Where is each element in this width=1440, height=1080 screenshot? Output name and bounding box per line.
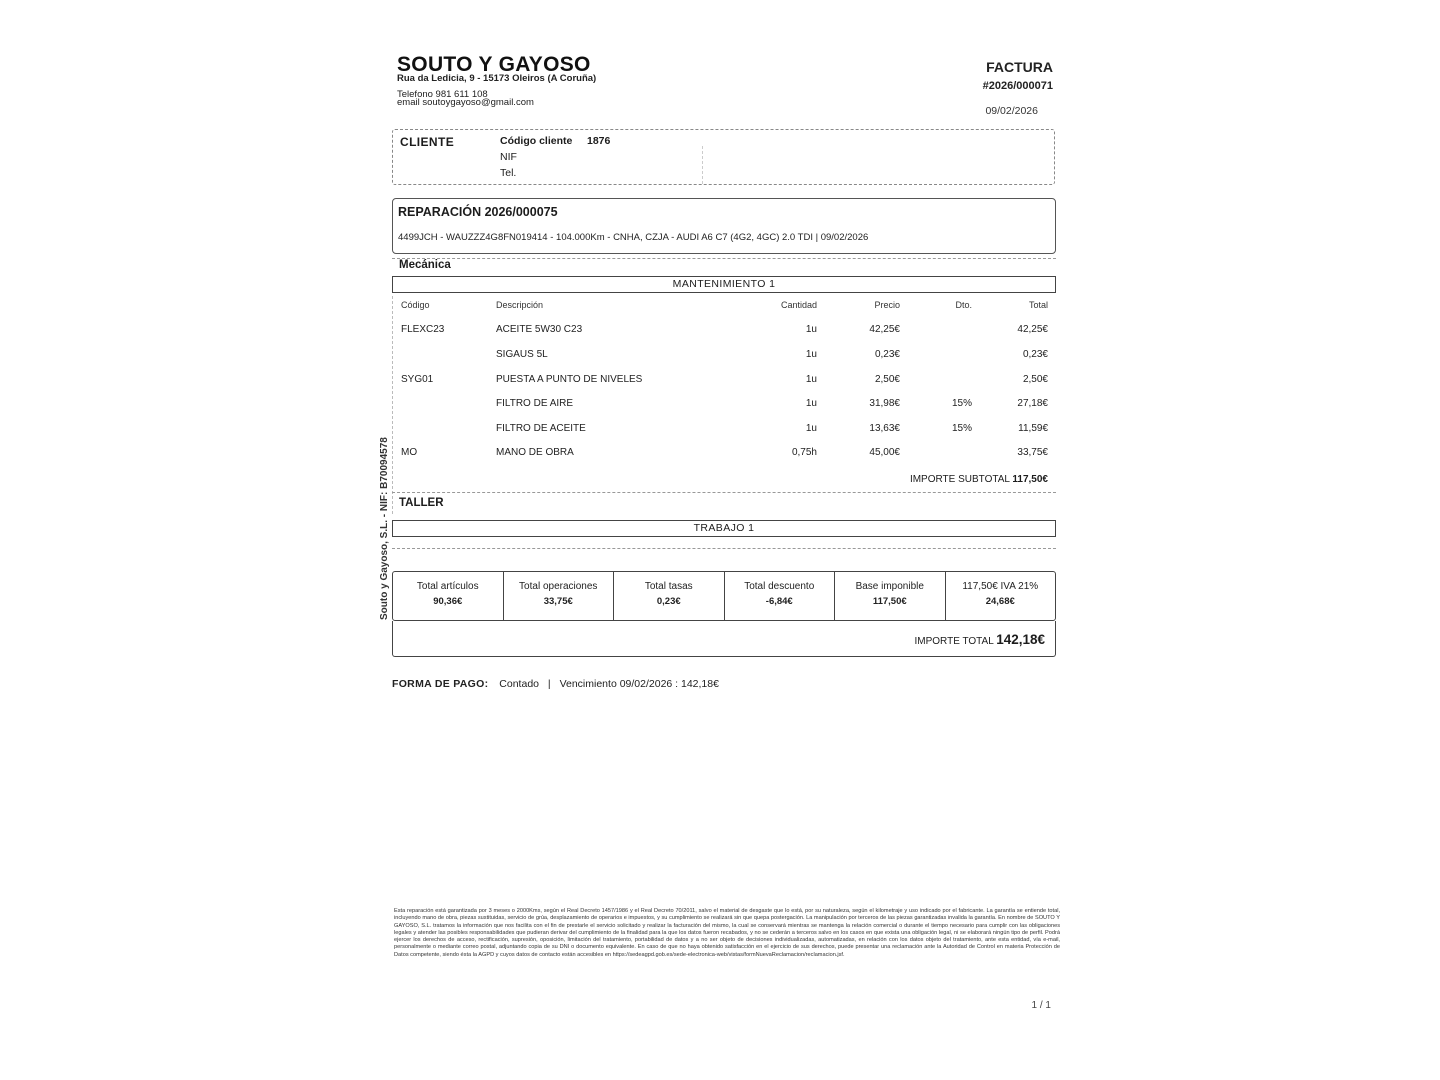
company-vertical-id: Souto y Gayoso, S.L. - NIF: B70094578 xyxy=(379,437,390,620)
client-divider xyxy=(702,146,703,184)
client-tel-label: Tel. xyxy=(500,167,517,179)
row-description: MANO DE OBRA xyxy=(496,447,574,458)
row-description: FILTRO DE ACEITE xyxy=(496,423,586,434)
client-title: CLIENTE xyxy=(400,135,455,149)
total-label: Total operaciones xyxy=(519,581,598,592)
subtotal-label: IMPORTE SUBTOTAL xyxy=(909,474,1010,485)
total-value: 33,75€ xyxy=(543,596,573,607)
grand-total-label: IMPORTE TOTAL xyxy=(914,636,994,647)
page-number: 1 / 1 xyxy=(1031,1000,1051,1011)
invoice-date: 09/02/2026 xyxy=(985,105,1038,117)
payment-info xyxy=(392,678,719,690)
row-price: 42,25€ xyxy=(869,324,900,335)
vehicle-description: 4499JCH - WAUZZZ4G8FN019414 - 104.000Km - CNHA, CZJA - AUDI A6 C7 (4G2, 4GC) 2.0 TDI | 09/02/2026 xyxy=(398,232,869,243)
header-discount: Dto. xyxy=(955,300,972,310)
total-label: Total descuento xyxy=(744,581,815,592)
legal-notice: Esta reparación está garantizada por 3 meses o 2000Kms, según el Real Decreto 1457/1986 y el Real Decreto 70/2011, salvo el material de desgaste que lo está, por su naturaleza, según el kilometraje y uso indicado por el fabricante. La garantía se entiende total, incluyendo mano de obra, piezas sustituidas, servicio de grúa, desplazamiento de operarios e impuestos, y su cumplimiento se realizará sin que quepa postergación. La manipulación por terceros de las piezas garantizadas invalida la garantía. En nombre de SOUTO Y GAYOSO, S.L. tratamos la información que nos facilita con el fin de prestarle el servicio solicitado y realizar la facturación del mismo, la cual se conservará mientras se mantenga la relación comercial o durante el tiempo necesario para cumplir con las obligaciones legales y atender las posibles responsabilidades que pudieran derivar del cumplimiento de la finalidad para la que los datos fueron recabados, y no se cederán a terceros salvo en los casos en que exista una obligación legal, ni se elaborará ningún tipo de perfil. Podrá ejercer los derechos de acceso, rectificación, supresión, oposición, limitación del tratamiento, portabilidad de datos y a no ser objeto de decisiones individualizadas, automatizadas, en relación con los datos objeto del tratamiento, ante esta entidad, vía e-mail, personalmente o mediante correo postal, adjuntando copia de su DNI o documento equivalente. En caso de que no haya obtenido satisfacción en el ejercicio de sus derechos, puede presentar una reclamación ante la Autoridad de Control en materia Protección de Datos competente, siendo ésta la AGPD y cuyos datos de contacto están accesibles en https://sedeagpd.gob.es/sede-electronica-web/vistas/formNuevaReclamacion/reclamacion.jsf. xyxy=(394,908,1060,958)
row-code: MO xyxy=(401,447,418,458)
row-price: 31,98€ xyxy=(869,398,900,409)
payment-due: Vencimiento 09/02/2026 : 142,18€ xyxy=(559,678,719,690)
row-quantity: 1u xyxy=(805,423,817,434)
row-quantity: 1u xyxy=(805,374,817,385)
payment-separator: | xyxy=(547,678,551,690)
grand-total xyxy=(915,632,1046,647)
company-phone: Telefono 981 611 108 xyxy=(397,89,488,100)
total-operations xyxy=(504,572,615,620)
header-description: Descripción xyxy=(496,300,544,310)
total-value: 0,23€ xyxy=(656,596,681,607)
row-price: 13,63€ xyxy=(869,423,900,434)
total-discount xyxy=(725,572,836,620)
header-code: Código xyxy=(401,300,430,310)
total-taxes xyxy=(614,572,725,620)
total-articles xyxy=(393,572,504,620)
row-price: 45,00€ xyxy=(869,447,900,458)
payment-method: Contado xyxy=(499,678,539,690)
total-label: Base imponible xyxy=(855,581,924,592)
row-discount: 15% xyxy=(951,423,972,434)
table-left-rule xyxy=(392,296,393,514)
workshop-title: TALLER xyxy=(399,497,444,509)
repair-title: REPARACIÓN 2026/000075 xyxy=(398,205,558,219)
header-quantity: Cantidad xyxy=(780,300,817,310)
row-total: 0,23€ xyxy=(1022,349,1048,360)
row-price: 2,50€ xyxy=(874,374,900,385)
client-box xyxy=(392,129,1055,185)
row-total: 11,59€ xyxy=(1018,423,1048,434)
row-description: SIGAUS 5L xyxy=(496,349,548,360)
client-nif-label: NIF xyxy=(500,151,517,163)
row-discount: 15% xyxy=(951,398,972,409)
section-divider xyxy=(392,548,1056,549)
total-label: Total artículos xyxy=(416,581,479,592)
row-quantity: 1u xyxy=(805,324,817,335)
row-price: 0,23€ xyxy=(874,349,900,360)
row-total: 42,25€ xyxy=(1017,324,1048,335)
total-label: Total tasas xyxy=(644,581,693,592)
client-code-value: 1876 xyxy=(587,135,611,147)
row-code: SYG01 xyxy=(401,374,434,385)
total-value: -6,84€ xyxy=(765,596,793,607)
row-code: FLEXC23 xyxy=(401,324,445,335)
invoice-number: #2026/000071 xyxy=(982,80,1053,92)
company-email: email soutoygayoso@gmail.com xyxy=(397,97,534,108)
total-label: 117,50€ IVA 21% xyxy=(962,581,1039,592)
company-address: Rua da Ledicia, 9 - 15173 Oleiros (A Coruña) xyxy=(397,73,597,84)
client-code-label: Código cliente xyxy=(500,135,573,147)
row-quantity: 1u xyxy=(805,398,817,409)
mechanics-title: Mecánica xyxy=(399,259,451,271)
tax-base xyxy=(835,572,946,620)
maintenance-banner: MANTENIMIENTO 1 xyxy=(392,276,1056,293)
row-quantity: 1u xyxy=(805,349,817,360)
row-description: PUESTA A PUNTO DE NIVELES xyxy=(496,374,643,385)
row-total: 27,18€ xyxy=(1017,398,1048,409)
row-total: 2,50€ xyxy=(1022,374,1048,385)
total-value: 24,68€ xyxy=(985,596,1015,607)
document-type: FACTURA xyxy=(986,59,1053,75)
payment-label: FORMA DE PAGO: xyxy=(392,678,489,690)
header-total: Total xyxy=(1028,300,1048,310)
total-value: 90,36€ xyxy=(433,596,463,607)
totals-summary xyxy=(392,571,1056,621)
grand-total-value: 142,18€ xyxy=(996,632,1045,647)
company-name: SOUTO Y GAYOSO xyxy=(397,53,591,76)
total-value: 117,50€ xyxy=(872,596,907,607)
row-description: FILTRO DE AIRE xyxy=(496,398,574,409)
row-total: 33,75€ xyxy=(1017,447,1048,458)
header-price: Precio xyxy=(874,300,900,310)
row-quantity: 0,75h xyxy=(791,447,817,458)
subtotal xyxy=(910,474,1048,485)
section-divider xyxy=(392,258,1056,259)
section-divider xyxy=(392,492,1056,493)
row-description: ACEITE 5W30 C23 xyxy=(496,324,583,335)
work-banner: TRABAJO 1 xyxy=(392,520,1056,537)
subtotal-value: 117,50€ xyxy=(1012,474,1048,485)
vat-amount xyxy=(946,572,1056,620)
